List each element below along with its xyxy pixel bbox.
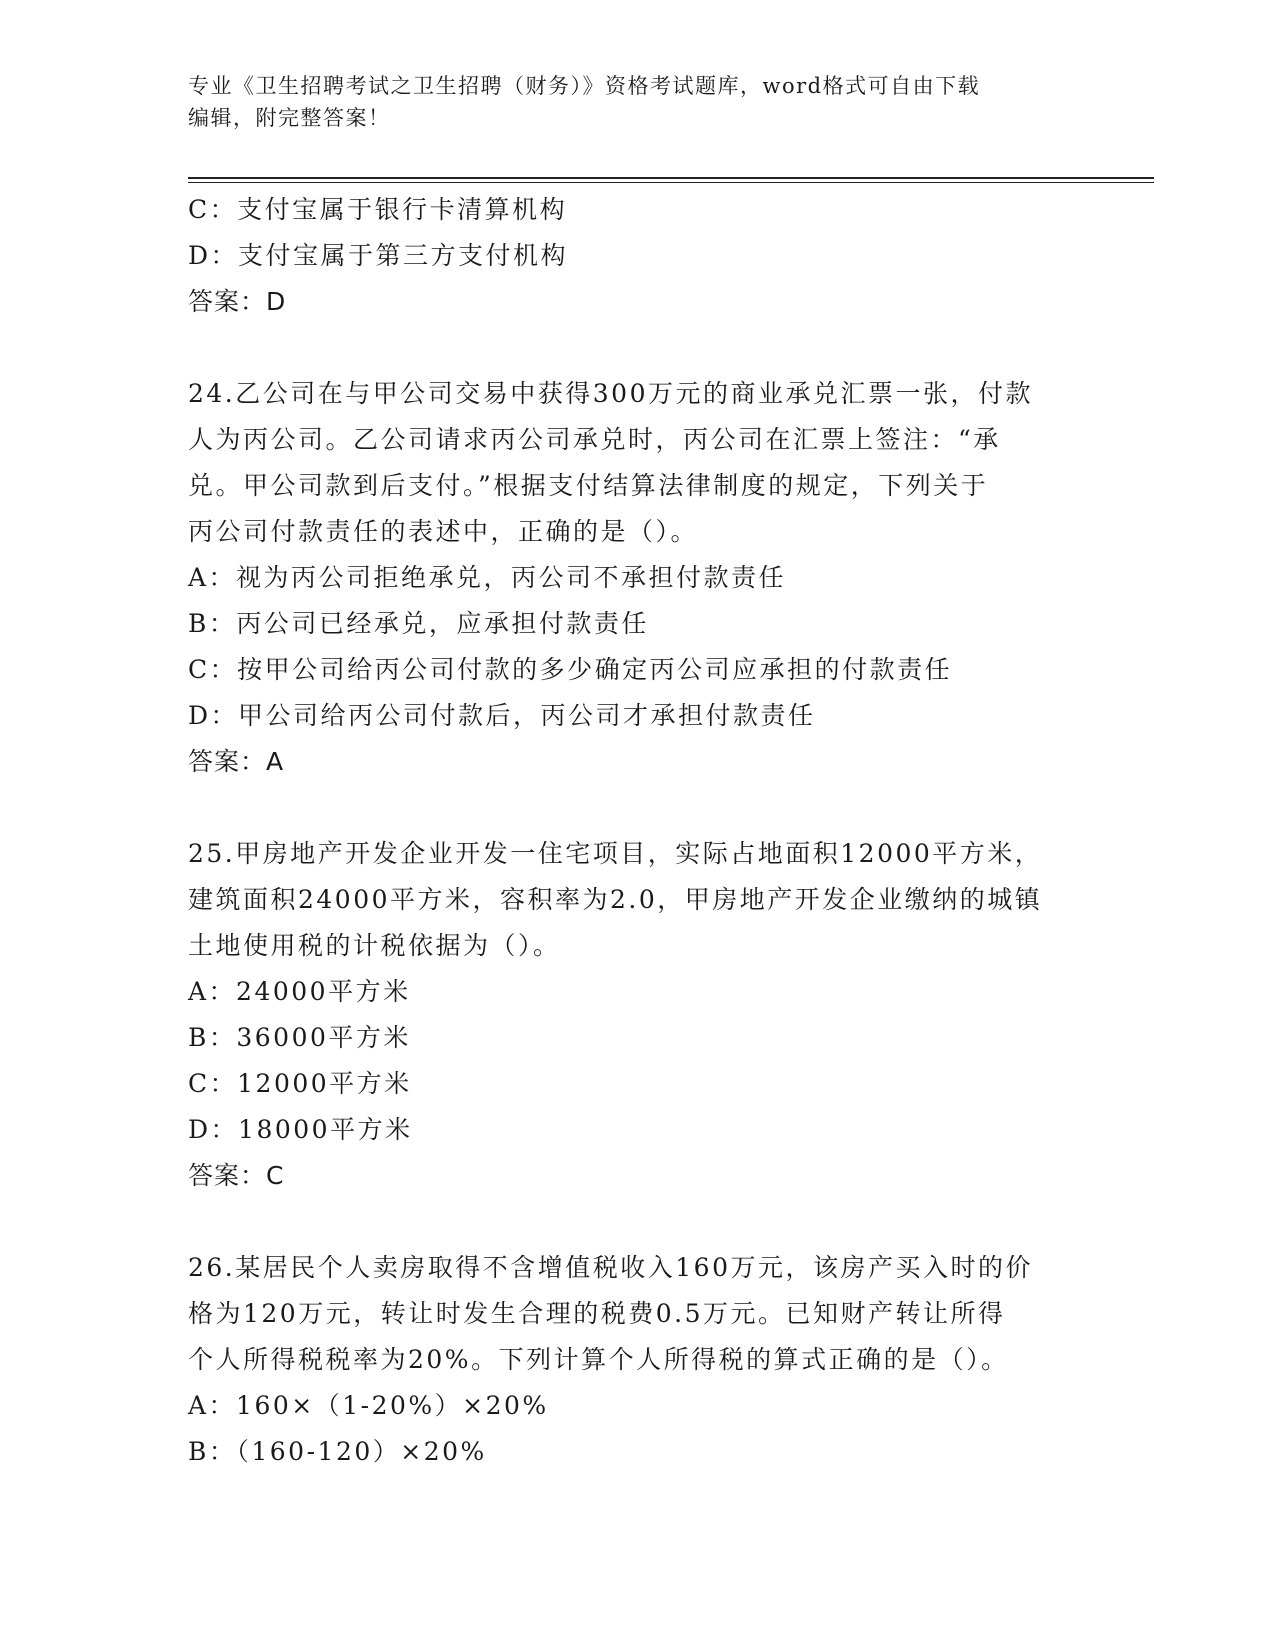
question-stem-line: 建筑面积24000平方米，容积率为2.0，甲房地产开发企业缴纳的城镇 [188,885,1043,914]
option-b: B：（160-120）×20% [188,1437,487,1466]
option-c: C：支付宝属于银行卡清算机构 [188,195,568,224]
question-stem-line: 个人所得税税率为20%。下列计算个人所得税的算式正确的是（）。 [188,1345,1009,1374]
option-b: B：36000平方米 [188,1023,411,1052]
option-d: D：支付宝属于第三方支付机构 [188,241,569,270]
option-a: A：24000平方米 [188,977,411,1006]
option-a: A：视为丙公司拒绝承兑，丙公司不承担付款责任 [188,563,787,592]
option-d: D：18000平方米 [188,1115,413,1144]
answer-line: 答案：C [188,1161,285,1190]
header-line-1: 专业《卫生招聘考试之卫生招聘（财务）》资格考试题库，word格式可自由下载 [188,74,981,98]
question-stem-line: 格为120万元，转让时发生合理的税费0.5万元。已知财产转让所得 [188,1299,1006,1328]
answer-line: 答案：A [188,747,285,776]
option-c: C：按甲公司给丙公司付款的多少确定丙公司应承担的付款责任 [188,655,953,684]
option-c: C：12000平方米 [188,1069,412,1098]
question-stem-line: 25.甲房地产开发企业开发一住宅项目，实际占地面积12000平方米， [188,839,1043,868]
question-26 [188,1245,1088,1475]
header-line-2: 编辑，附完整答案！ [188,106,391,130]
question-25 [188,831,1088,1199]
question-24 [188,371,1088,785]
question-content [188,187,1088,1475]
option-a: A：160×（1-20%）×20% [188,1391,549,1420]
question-stem-line: 人为丙公司。乙公司请求丙公司承兑时，丙公司在汇票上签注：“承 [188,425,1001,454]
option-d: D：甲公司给丙公司付款后，丙公司才承担付款责任 [188,701,816,730]
question-stem-line: 24.乙公司在与甲公司交易中获得300万元的商业承兑汇票一张，付款 [188,379,1033,408]
header-divider-thin [188,182,1154,183]
answer-line: 答案：D [188,287,287,316]
question-stem-line: 丙公司付款责任的表述中，正确的是（）。 [188,517,699,546]
document-header [188,70,1088,134]
header-divider-thick [188,177,1154,179]
question-stem-line: 土地使用税的计税依据为（）。 [188,931,561,960]
option-b: B：丙公司已经承兑，应承担付款责任 [188,609,649,638]
question-stem-line: 兑。甲公司款到后支付。”根据支付结算法律制度的规定，下列关于 [188,471,989,500]
spacer [188,1199,1088,1245]
question-stem-line: 26.某居民个人卖房取得不含增值税收入160万元，该房产买入时的价 [188,1253,1033,1282]
spacer [188,785,1088,831]
spacer [188,325,1088,371]
prev-question-block [188,187,1088,325]
